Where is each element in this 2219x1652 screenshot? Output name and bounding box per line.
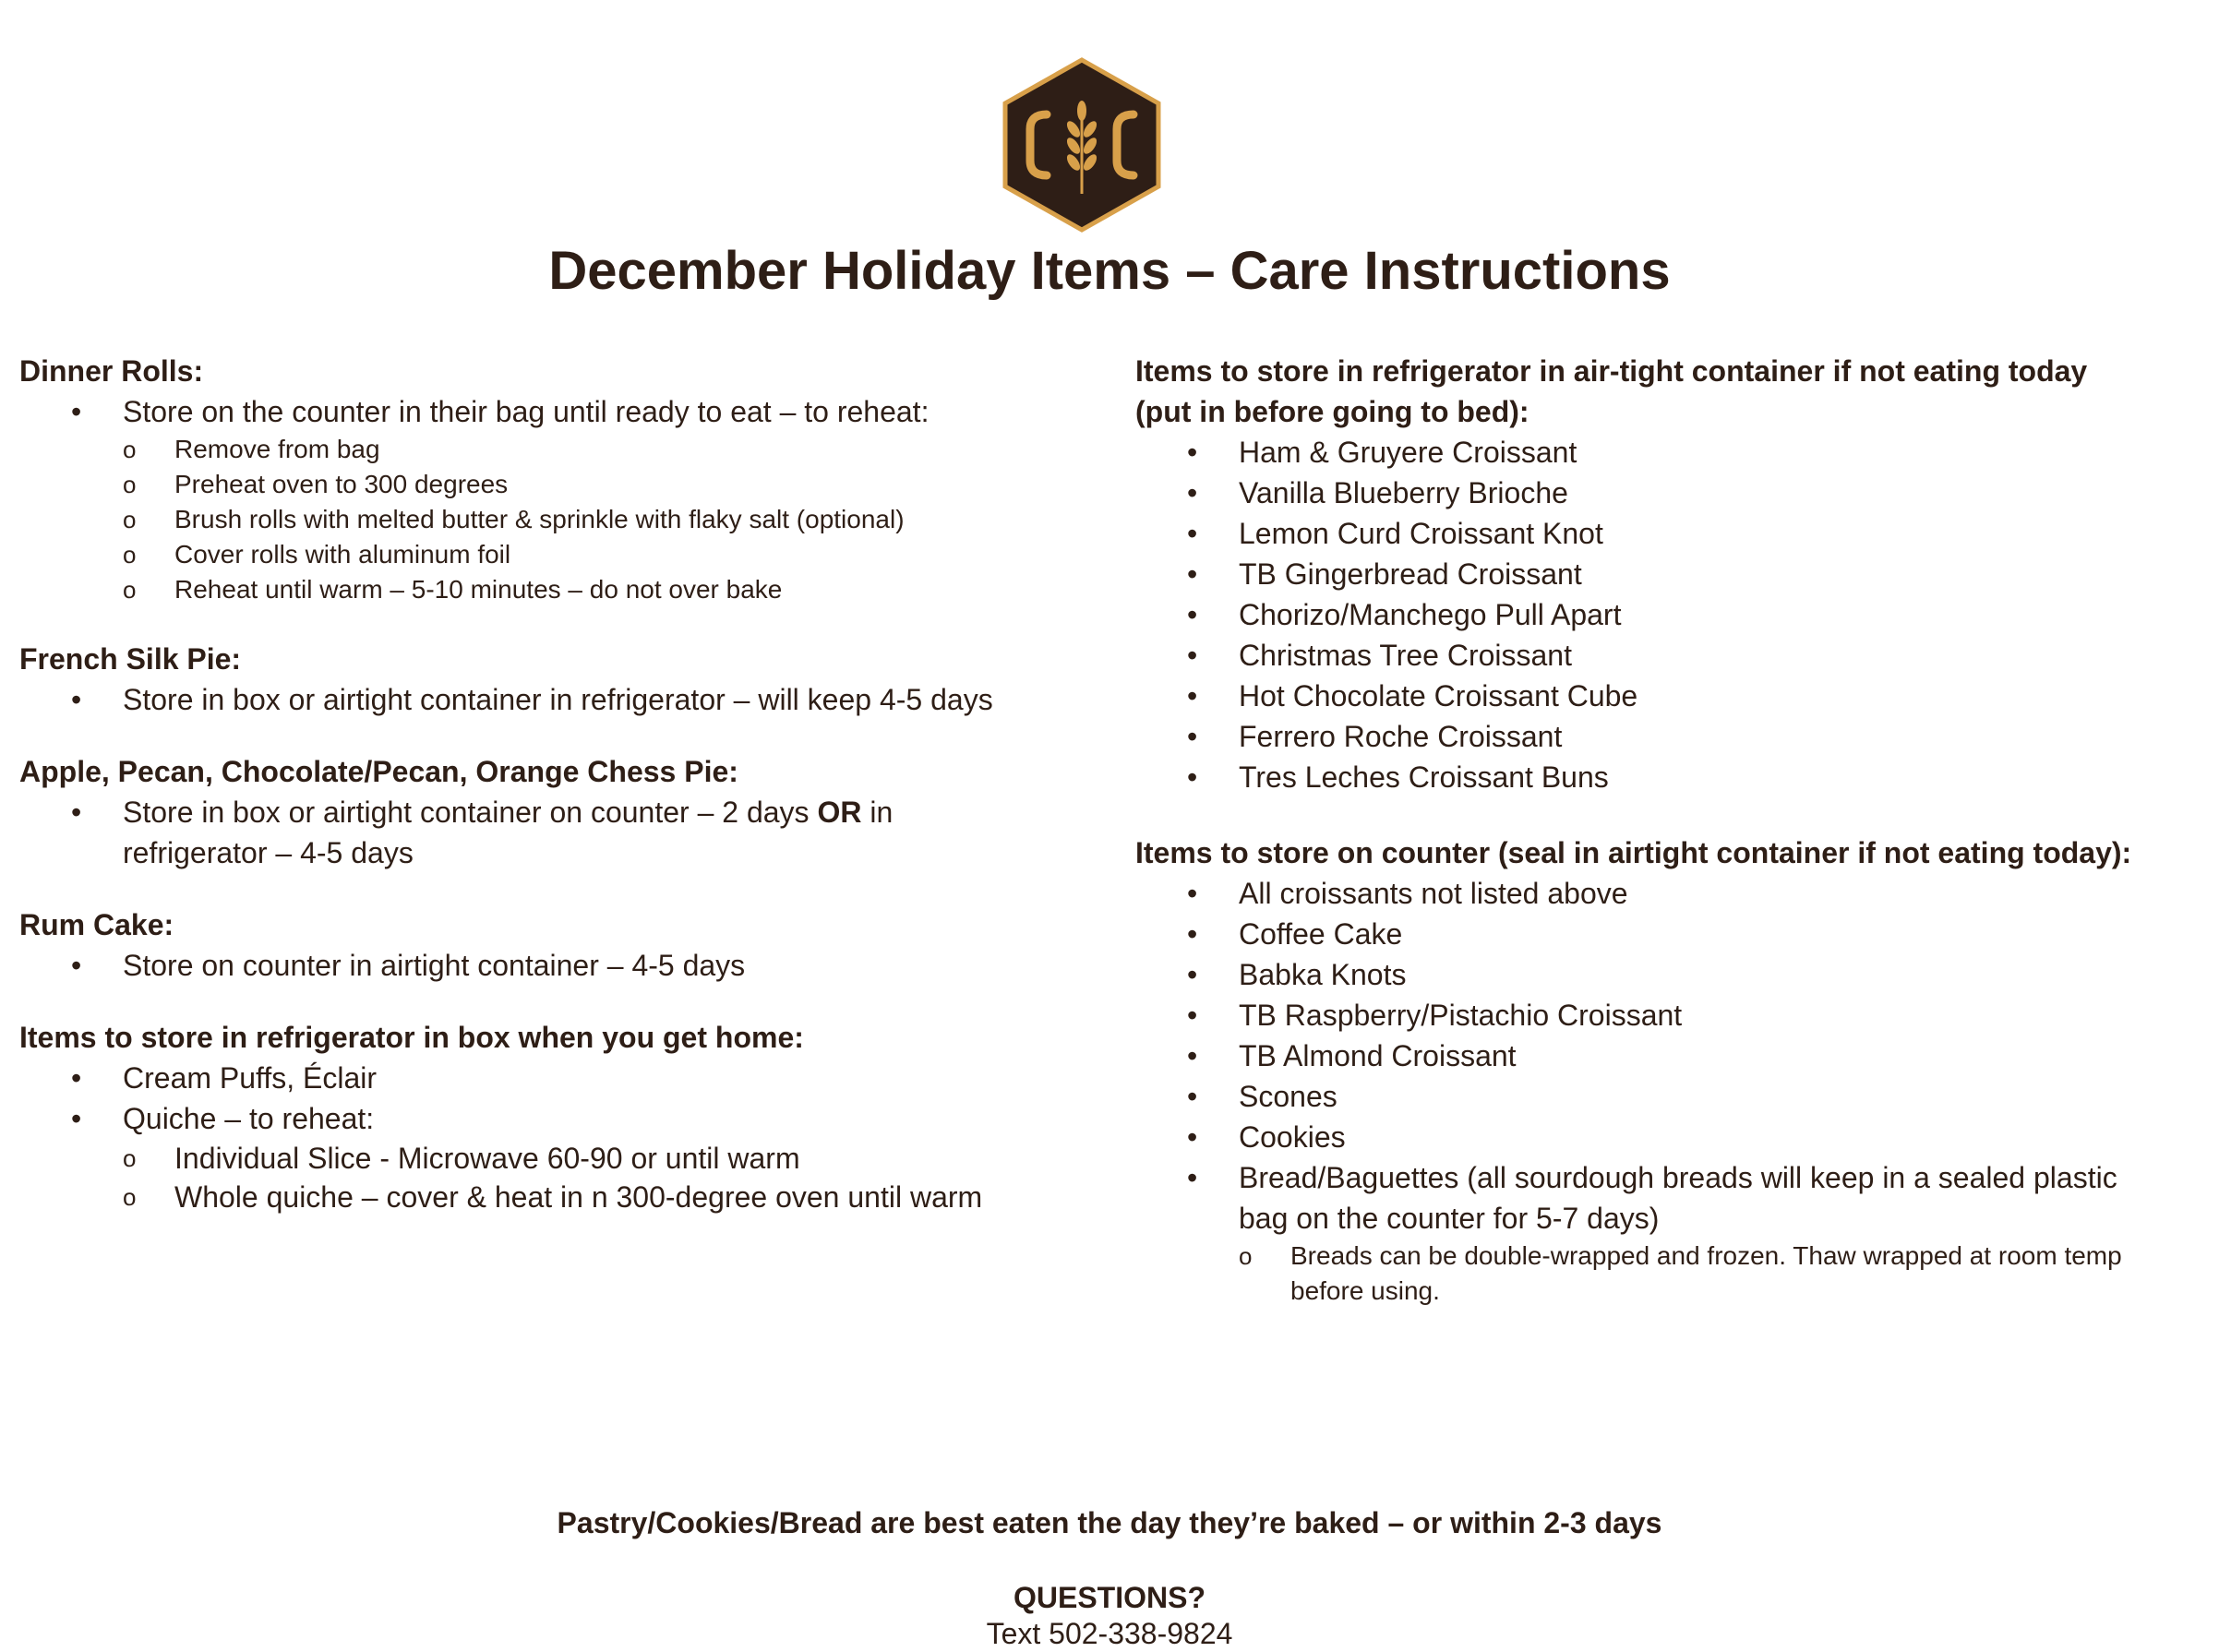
- sub-list-item: o Cover rolls with aluminum foil: [19, 537, 1090, 572]
- list-item: • Chorizo/Manchego Pull Apart: [1135, 594, 2206, 635]
- list-item: • Store on counter in airtight container – 4-5 days: [19, 945, 1090, 986]
- sub-list-item: o Breads can be double-wrapped and frozen. Thaw wrapped at room temp before using.: [1135, 1239, 2158, 1309]
- section-refrigerator-airtight: [1135, 351, 2206, 797]
- list-item: • Ham & Gruyere Croissant: [1135, 432, 2206, 473]
- list-item: • TB Raspberry/Pistachio Croissant: [1135, 995, 2206, 1035]
- sub-list-item: o Reheat until warm – 5-10 minutes – do not over bake: [19, 572, 1090, 607]
- list-item: • Quiche – to reheat:: [19, 1098, 1090, 1139]
- sub-list-item: o Remove from bag: [19, 432, 1090, 467]
- footer-note: Pastry/Cookies/Bread are best eaten the day they’re baked – or within 2-3 days: [557, 1506, 1662, 1539]
- list-item-text: Store in box or airtight container on counter – 2 days: [123, 796, 818, 829]
- list-item: • Coffee Cake: [1135, 914, 2206, 954]
- right-column: [1135, 351, 2206, 1309]
- section-heading: Items to store in refrigerator in air-tight container if not eating today (put in before going to bed):: [1135, 354, 2088, 428]
- list-item: • Cream Puffs, Éclair: [19, 1058, 1090, 1098]
- list-item: • Hot Chocolate Croissant Cube: [1135, 676, 2206, 716]
- section-heading: Apple, Pecan, Chocolate/Pecan, Orange Chess Pie:: [19, 755, 738, 788]
- section-heading: Items to store on counter (seal in airtight container if not eating today):: [1135, 836, 2132, 869]
- contact-phone: Text 502-338-9824: [986, 1617, 1233, 1650]
- list-item: • Store on the counter in their bag until ready to eat – to reheat:: [19, 391, 1090, 432]
- list-item: • Christmas Tree Croissant: [1135, 635, 2206, 676]
- section-pies: [19, 751, 1090, 873]
- sub-list-item: o Preheat oven to 300 degrees: [19, 467, 1090, 502]
- sub-list-item: o Brush rolls with melted butter & sprinkle with flaky salt (optional): [19, 502, 1090, 537]
- page-title: December Holiday Items – Care Instructions: [548, 241, 1671, 301]
- questions-heading: QUESTIONS?: [1013, 1581, 1205, 1614]
- list-item: • Tres Leches Croissant Buns: [1135, 757, 2206, 797]
- list-item: • Babka Knots: [1135, 954, 2206, 995]
- left-column: [19, 351, 1090, 1216]
- logo: [1002, 57, 1161, 233]
- section-refrigerator-box: [19, 1017, 1090, 1216]
- section-heading: Items to store in refrigerator in box when you get home:: [19, 1021, 804, 1054]
- section-heading: French Silk Pie:: [19, 642, 242, 676]
- section-heading: Dinner Rolls:: [19, 354, 204, 388]
- section-heading: Rum Cake:: [19, 908, 174, 941]
- list-item: • All croissants not listed above: [1135, 873, 2206, 914]
- sub-list-item: o Whole quiche – cover & heat in n 300-degree oven until warm: [19, 1178, 1090, 1216]
- section-rum-cake: [19, 904, 1090, 986]
- list-item: • Vanilla Blueberry Brioche: [1135, 473, 2206, 513]
- list-item: [19, 792, 935, 873]
- section-counter: [1135, 832, 2206, 1309]
- section-french-silk-pie: [19, 639, 1090, 720]
- list-item: • Store in box or airtight container in refrigerator – will keep 4-5 days: [19, 679, 1090, 720]
- section-dinner-rolls: [19, 351, 1090, 607]
- list-item: • Scones: [1135, 1076, 2206, 1117]
- list-item: • TB Gingerbread Croissant: [1135, 554, 2206, 594]
- list-item: • Cookies: [1135, 1117, 2206, 1157]
- list-item: • Ferrero Roche Croissant: [1135, 716, 2206, 757]
- emphasis-or: OR: [817, 796, 862, 829]
- list-item: • Lemon Curd Croissant Knot: [1135, 513, 2206, 554]
- list-item-text: in refrigerator – 4-5 days: [123, 796, 894, 869]
- list-item: • TB Almond Croissant: [1135, 1035, 2206, 1076]
- list-item: • Bread/Baguettes (all sourdough breads will keep in a sealed plastic bag on the counter for 5-7 days): [1135, 1157, 2162, 1239]
- sub-list-item: o Individual Slice - Microwave 60-90 or until warm: [19, 1139, 1090, 1178]
